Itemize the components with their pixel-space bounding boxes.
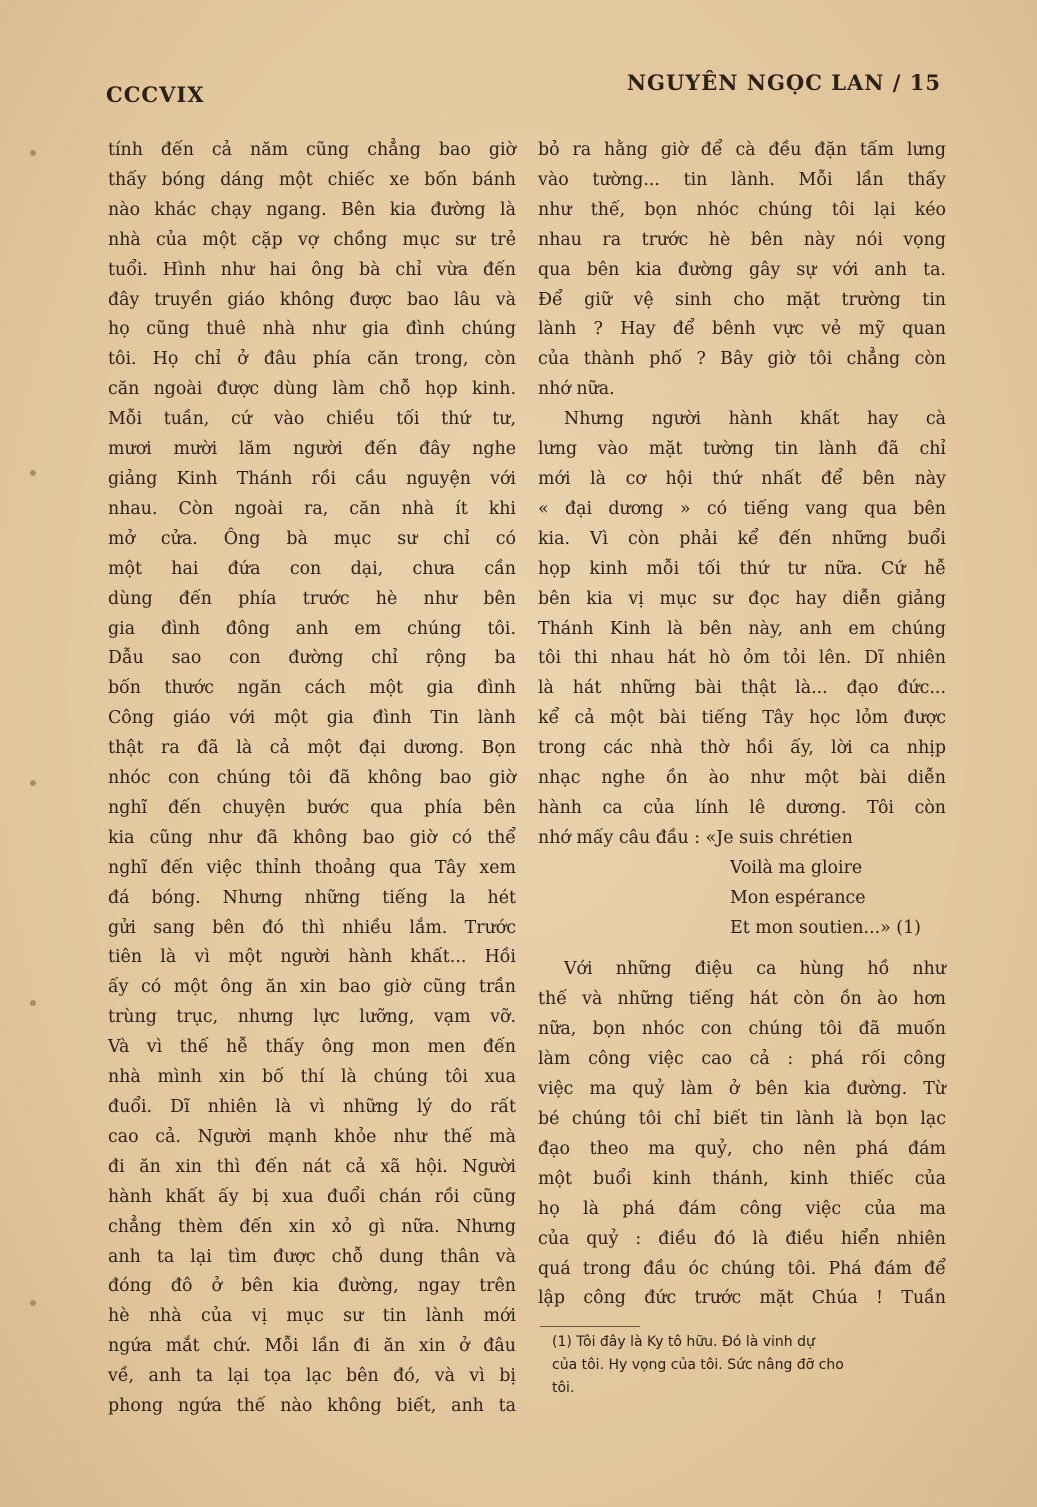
text-line: Thánh Kinh là bên này, anh em chúng (538, 618, 946, 639)
text-line: mươi mười lăm người đến đây nghe (108, 439, 516, 460)
binding-hole (30, 150, 36, 156)
paragraph (538, 405, 946, 854)
text-line: nhau. Còn ngoài ra, căn nhà ít khi (108, 498, 516, 519)
text-line: trùng trục, nhưng lực lưỡng, vạm vỡ. (108, 1007, 516, 1028)
text-line: nhà của một cặp vợ chồng mục sư trẻ (108, 229, 516, 250)
paragraph (538, 136, 946, 405)
text-line: một hai đứa con dại, chưa cần (108, 558, 516, 579)
text-line: phong ngứa thế nào không biết, anh ta (108, 1396, 516, 1417)
text-line: nhớ mấy câu đầu : «Je suis chrétien (538, 827, 853, 848)
text-line: về, anh ta lại tọa lạc bên đó, và vì bị (108, 1366, 516, 1387)
text-line: bốn thước ngăn cách một gia đình (108, 678, 516, 699)
text-line: Công giáo với một gia đình Tin lành (108, 708, 516, 729)
text-line: Và vì thế hễ thấy ông mon men đến (108, 1037, 516, 1058)
text-line: bên kia vị mục sư đọc hay diễn giảng (538, 588, 946, 609)
text-line: vào tường... tin lành. Mỗi lần thấy (538, 169, 946, 190)
text-line: căn ngoài được dùng làm chỗ họp kinh. (108, 379, 516, 400)
text-line: làm công việc cao cả : phá rối công (538, 1049, 946, 1070)
text-line: trong các nhà thờ hồi ấy, lời ca nhịp (538, 738, 946, 759)
paragraph (538, 955, 946, 1314)
text-line: lập công đức trước mặt Chúa ! Tuần (538, 1288, 946, 1309)
text-line: nhau ra trước hè bên này nói vọng (538, 229, 946, 250)
verse-line: Et mon soutien...» (1) (730, 917, 921, 938)
text-line: nhớ nữa. (538, 379, 615, 400)
text-line: Để giữ vệ sinh cho mặt trường tin (538, 289, 946, 310)
text-line: dùng đến phía trước hè như bên (108, 588, 516, 609)
text-line: lành ? Hay để bênh vực vẻ mỹ quan (538, 319, 946, 340)
text-line: thế và những tiếng hát còn ồn ào hơn (538, 989, 946, 1010)
text-line: bỏ ra hằng giờ để cà đều đặn tấm lưng (538, 140, 946, 160)
text-line: hè nhà của vị mục sư tin lành mới (108, 1306, 516, 1327)
footnote-line: của tôi. Hy vọng của tôi. Sức nâng đỡ cho (552, 1357, 844, 1373)
text-line: đuổi. Dĩ nhiên là vì những lý do rất (108, 1097, 516, 1117)
text-line: nghĩ đến việc thỉnh thoảng qua Tây xem (108, 857, 516, 878)
text-line: tính đến cả năm cũng chẳng bao giờ (108, 140, 516, 160)
verse-line: Voilà ma gloire (730, 857, 863, 878)
text-line: đạo theo ma quỷ, cho nên phá đám (538, 1138, 946, 1159)
page-header-right: NGUYÊN NGỌC LAN / 15 (626, 70, 941, 95)
text-line: tôi thi nhau hát hò ỏm tỏi lên. Dĩ nhiên (538, 648, 946, 669)
text-line: nào khác chạy ngang. Bên kia đường là (108, 199, 516, 220)
text-line: chẳng thèm đến xin xỏ gì nữa. Nhưng (108, 1216, 516, 1237)
text-line: Mỗi tuần, cứ vào chiều tối thứ tư, (108, 409, 516, 430)
text-line: họ cũng thuê nhà như gia đình chúng (108, 319, 516, 340)
text-line: Dẫu sao con đường chỉ rộng ba (108, 648, 516, 669)
binding-hole (30, 780, 36, 786)
text-line: nhóc con chúng tôi đã không bao giờ (108, 768, 516, 789)
text-line: họ là phá đám công việc của ma (538, 1198, 946, 1219)
text-line: nhạc nghe ồn ào như một bài diễn (538, 768, 946, 789)
footnote (552, 1331, 956, 1400)
text-line: hành khất ấy bị xua đuổi chán rồi cũng (108, 1186, 516, 1207)
text-line: qua bên kia đường gây sự với anh ta. (538, 259, 946, 280)
text-line: đá bóng. Nhưng những tiếng la hét (108, 887, 516, 908)
text-line: họp kinh mỗi tối thứ tư nữa. Cứ hễ (538, 558, 946, 579)
verse-block (538, 854, 946, 944)
text-line: lưng vào mặt tường tin lành đã chỉ (538, 439, 946, 460)
text-line: nhà mình xin bố thí là chúng tôi xua (108, 1067, 516, 1088)
footnote-line: (1) Tôi đây là Ky tô hữu. Đó là vinh dự (552, 1334, 815, 1350)
text-line: bé chúng tôi chỉ biết tin lành là bọn lạc (538, 1109, 946, 1129)
text-line: kia cũng như đã không bao giờ có thể (108, 827, 516, 848)
page-header-left: CCCVIX (106, 82, 205, 107)
text-line: gia đình đông anh em chúng tôi. (108, 618, 516, 639)
text-line: gửi sang bên đó thì nhiều lắm. Trước (108, 917, 516, 938)
text-line: ấy có một ông ăn xin bao giờ cũng trần (108, 977, 516, 998)
text-line: là hát những bài thật là... đạo đức... (538, 678, 946, 699)
binding-hole (30, 1000, 36, 1006)
text-line: tiên là vì một người hành khất... Hồi (108, 947, 516, 968)
text-line: như thế, bọn nhóc chúng tôi lại kéo (538, 199, 946, 220)
text-line: quá trong đầu óc chúng tôi. Phá đám để (538, 1258, 946, 1279)
text-line: kia. Vì còn phải kể đến những buổi (538, 528, 946, 549)
text-line: cao cả. Người mạnh khỏe như thế mà (108, 1126, 516, 1147)
text-line: mở cửa. Ông bà mục sư chỉ có (108, 528, 516, 549)
verse-line: Mon espérance (730, 887, 866, 908)
text-line: « đại dương » có tiếng vang qua bên (538, 498, 946, 519)
text-line: kể cả một bài tiếng Tây học lỏm được (538, 708, 946, 729)
text-line: thấy bóng dáng một chiếc xe bốn bánh (108, 169, 516, 190)
text-line: tuổi. Hình như hai ông bà chỉ vừa đến (108, 259, 516, 280)
text-line: của thành phố ? Bây giờ tôi chẳng còn (538, 349, 946, 370)
text-line: anh ta lại tìm được chỗ dung thân và (108, 1246, 516, 1267)
text-line: một buổi kinh thánh, kinh thiếc của (538, 1168, 946, 1189)
text-line: việc ma quỷ làm ở bên kia đường. Từ (538, 1079, 946, 1100)
text-line: nữa, bọn nhóc con chúng tôi đã muốn (538, 1019, 946, 1040)
binding-hole (30, 470, 36, 476)
text-line: ngứa mắt chứ. Mỗi lần đi ăn xin ở đâu (108, 1336, 516, 1357)
text-line: Nhưng người hành khất hay cà (564, 409, 946, 430)
text-line: mới là cơ hội thứ nhất để bên này (538, 468, 946, 489)
left-column (108, 136, 516, 1422)
text-line: thật ra đã là cả một đại dương. Bọn (108, 738, 516, 759)
text-line: nghĩ đến chuyện bước qua phía bên (108, 797, 516, 818)
text-line: Với những điệu ca hùng hồ như (564, 959, 946, 980)
text-line: đóng đô ở bên kia đường, ngay trên (108, 1276, 516, 1297)
right-column (538, 136, 946, 1314)
text-line: của quỷ : điều đó là điều hiển nhiên (538, 1228, 946, 1249)
text-line: giảng Kinh Thánh rồi cầu nguyện với (108, 468, 516, 489)
text-line: đi ăn xin thì đến nát cả xã hội. Người (108, 1156, 516, 1177)
text-line: tôi. Họ chỉ ở đâu phía căn trong, còn (108, 349, 516, 370)
binding-hole (30, 1300, 36, 1306)
text-line: đây truyền giáo không được bao lâu và (108, 289, 516, 310)
footnote-rule (540, 1326, 640, 1327)
text-line: hành ca của lính lê dương. Tôi còn (538, 797, 946, 818)
footnote-line: tôi. (552, 1380, 575, 1396)
